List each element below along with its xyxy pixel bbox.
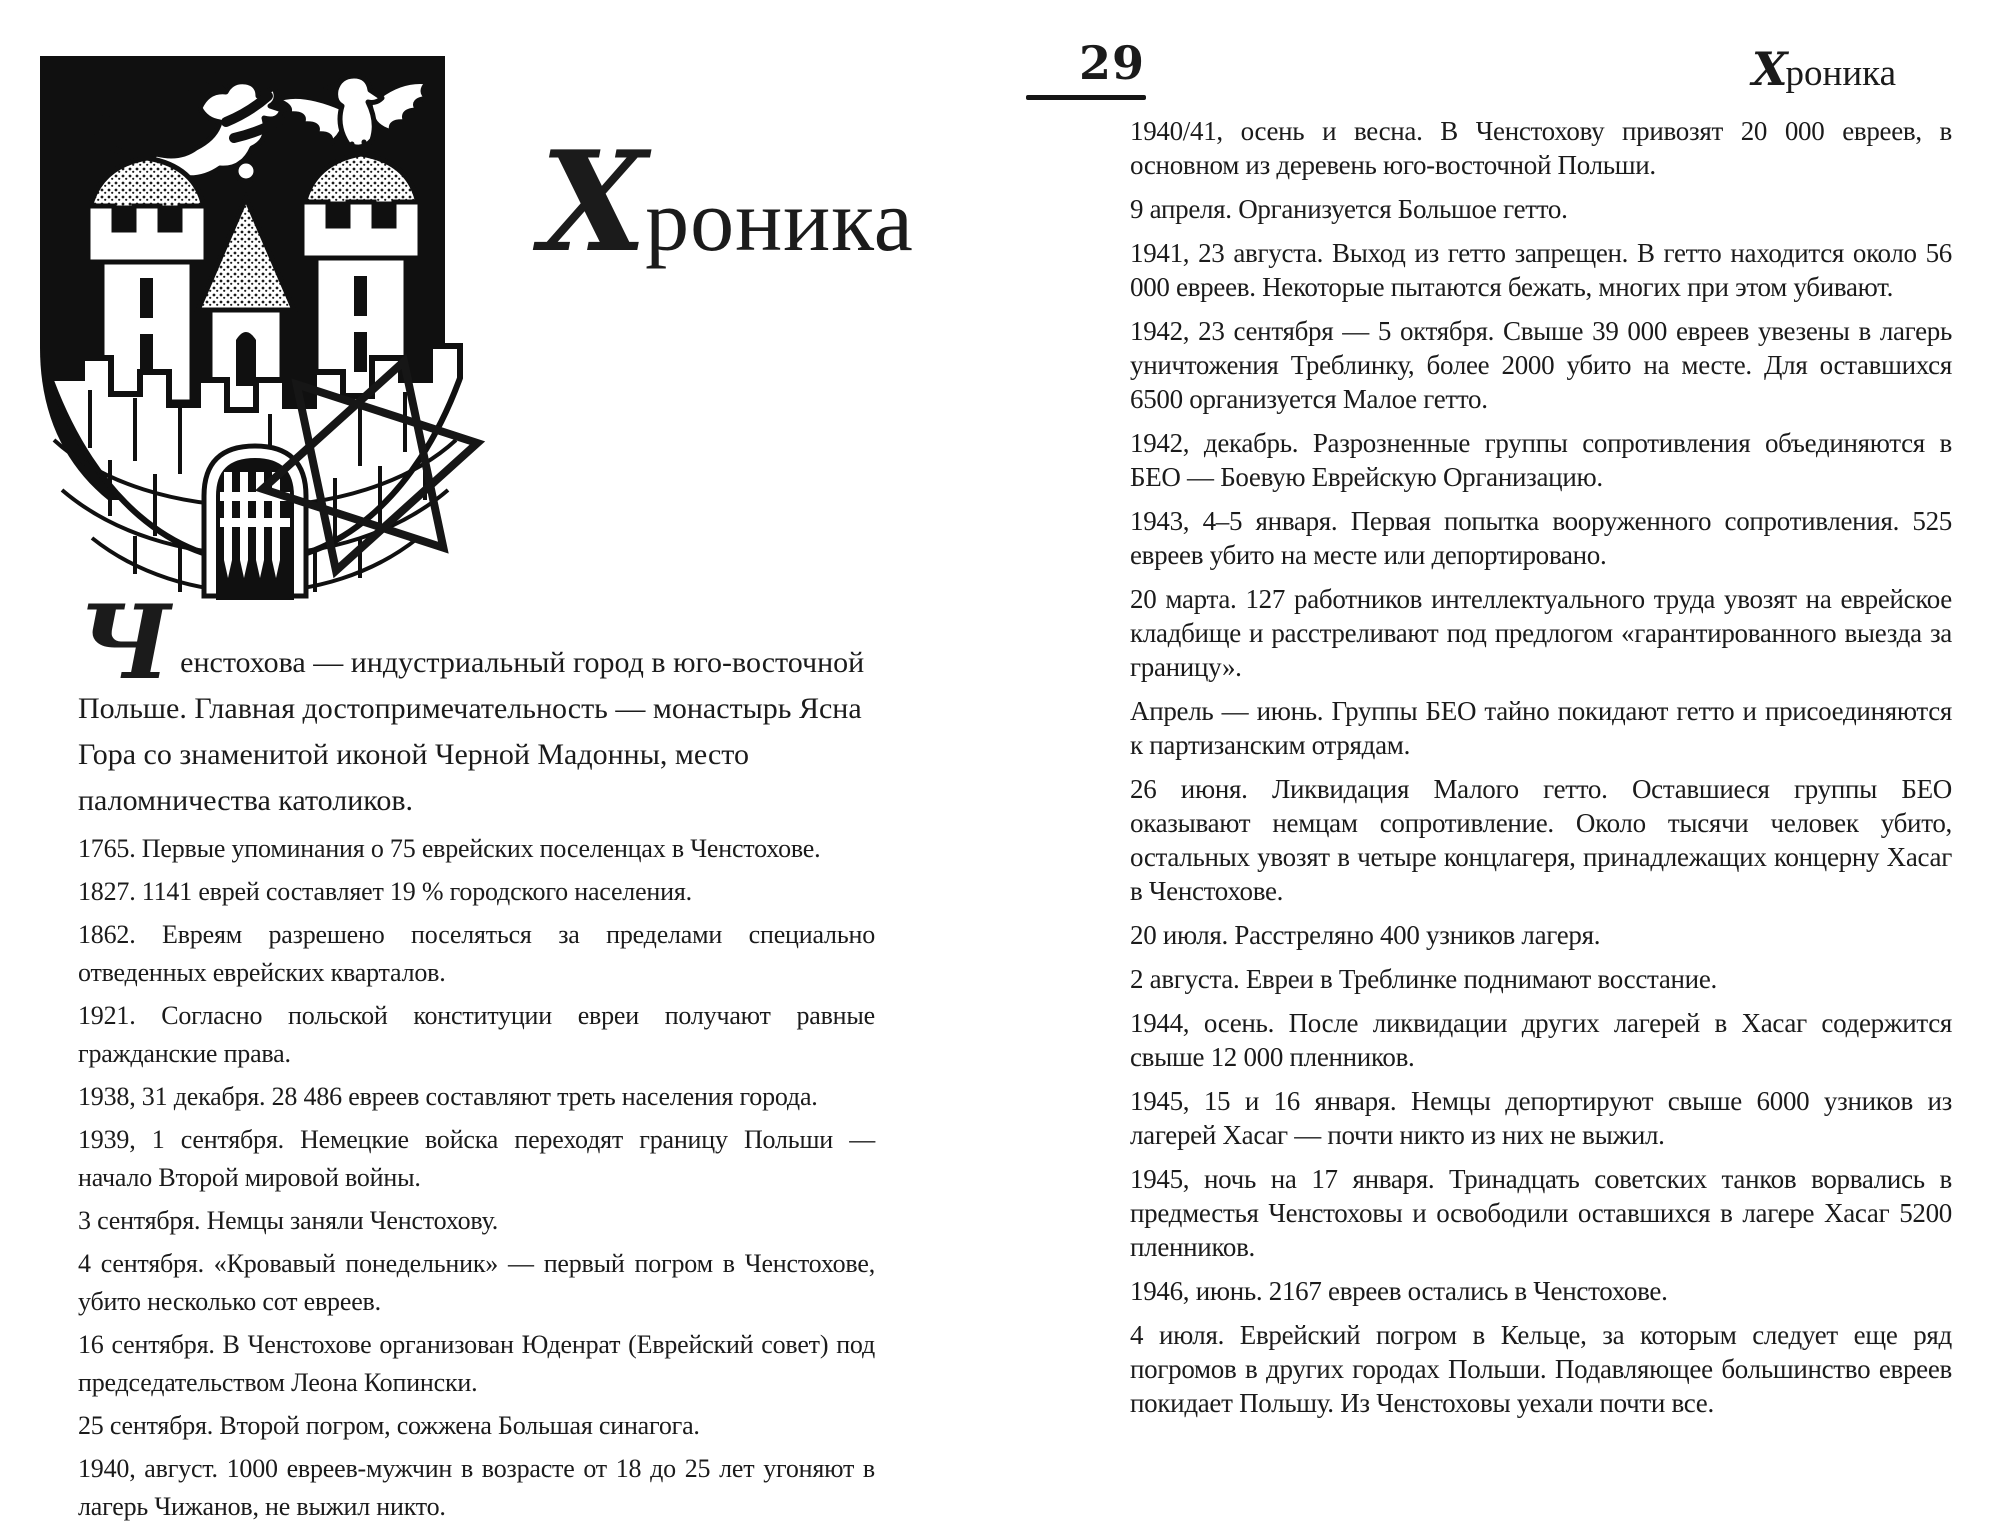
running-head [1130,42,1952,96]
gate [204,446,306,600]
timeline-left [78,830,875,1531]
timeline-entry: 1942, 23 сентября — 5 октября. Свыше 39 000 евреев увезены в лагерь уничтожения Треблинку, более 2000 убито на месте. Для оставшихся 6500 организуется Малое гетто. [1130,316,1952,414]
timeline-entry: 20 марта. 127 работников интеллектуального труда увозят на еврейское кладбище и расстреливают под предлогом «гарантированного выезда за границу». [1130,584,1952,682]
timeline-entry: 1939, 1 сентября. Немецкие войска переходят границу Польши — начало Второй мировой войны. [78,1125,875,1192]
timeline-entry: 1943, 4–5 января. Первая попытка вооруженного сопротивления. 525 евреев убито на месте или депортировано. [1130,506,1952,570]
timeline-entry: 1941, 23 августа. Выход из гетто запрещен. В гетто находится около 56 000 евреев. Некоторые пытаются бежать, многих при этом убивают. [1130,238,1952,302]
intro-paragraph [78,583,870,824]
timeline-entry: 1940, август. 1000 евреев-мужчин в возрасте от 18 до 25 лет угоняют в лагерь Чижанов, не выжил никто. [78,1454,875,1521]
chapter-title-rest: роника [645,173,914,270]
timeline-entry: 1946, июнь. 2167 евреев остались в Ченстохове. [1130,1276,1668,1306]
timeline-entry: 1945, ночь на 17 января. Тринадцать советских танков ворвались в предместья Ченстоховы и освободили оставшихся в лагере Хасаг 5200 пленников. [1130,1164,1952,1262]
timeline-entry: Апрель — июнь. Группы БЕО тайно покидают гетто и присоединяются к партизанским отрядам. [1130,696,1952,760]
timeline-entry: 16 сентября. В Ченстохове организован Юденрат (Еврейский совет) под председательством Леона Копински. [78,1330,875,1397]
timeline-entry: 1938, 31 декабря. 28 486 евреев составляют треть населения города. [78,1082,818,1111]
intro-dropcap: Ч [78,583,169,703]
timeline-entry: 1827. 1141 еврей составляет 19 % городского населения. [78,877,692,906]
timeline-entry: 4 июля. Еврейский погром в Кельце, за которым следует еще ряд погромов в других городах Польши. Подавляющее большинство евреев покидает Польшу. Из Ченстоховы уехали почти все. [1130,1320,1952,1418]
timeline-right [1130,114,1952,1430]
timeline-entry: 1862. Евреям разрешено поселяться за пределами специально отведенных еврейских кварталов. [78,920,875,987]
timeline-entry: 2 августа. Евреи в Треблинке поднимают восстание. [1130,964,1717,994]
timeline-entry: 1942, декабрь. Разрозненные группы сопротивления объединяются в БЕО — Боевую Еврейскую Организацию. [1130,428,1952,492]
running-head-initial: Х [1751,42,1786,96]
timeline-entry: 1765. Первые упоминания о 75 еврейских поселенцах в Ченстохове. [78,834,821,863]
page-number: 29 [1078,36,1145,90]
timeline-entry: 25 сентября. Второй погром, сожжена Большая синагога. [78,1411,700,1440]
timeline-entry: 1921. Согласно польской конституции евреи получают равные гражданские права. [78,1001,875,1068]
intro-text: енстохова — индустриальный город в юго-восточной Польше. Главная достопримечательность — монастырь Ясна Гора со знаменитой иконой Черной Мадонны, место паломничества католиков. [78,646,865,817]
chapter-title [540,120,914,283]
chapter-title-initial: Х [540,120,644,283]
page-number-block [1026,38,1146,100]
timeline-entry: 26 июня. Ликвидация Малого гетто. Оставшиеся группы БЕО оказывают немцам сопротивление. Около тысячи человек убито, остальных увозят в четыре концлагеря, принадлежащих концерну Хасаг в Ченстохове. [1130,774,1952,906]
timeline-entry: 3 сентября. Немцы заняли Ченстохову. [78,1206,499,1235]
running-head-rest: роника [1785,53,1896,94]
timeline-entry: 9 апреля. Организуется Большое гетто. [1130,194,1568,224]
timeline-entry: 1945, 15 и 16 января. Немцы депортируют свыше 6000 узников из лагерей Хасаг — почти никто из них не выжил. [1130,1086,1952,1150]
right-page [1000,0,2000,1537]
timeline-entry: 4 сентября. «Кровавый понедельник» — первый погром в Ченстохове, убито несколько сот евреев. [78,1249,875,1316]
timeline-entry: 1940/41, осень и весна. В Ченстохову привозят 20 000 евреев, в основном из деревень юго-восточной Польши. [1130,116,1952,180]
czestochowa-coat-of-arms-with-star-of-david-icon [30,48,490,628]
timeline-entry: 20 июля. Расстреляно 400 узников лагеря. [1130,920,1601,950]
page-number-rule [1026,95,1146,100]
timeline-entry: 1944, осень. После ликвидации других лагерей в Хасаг содержится свыше 12 000 пленников. [1130,1008,1952,1072]
